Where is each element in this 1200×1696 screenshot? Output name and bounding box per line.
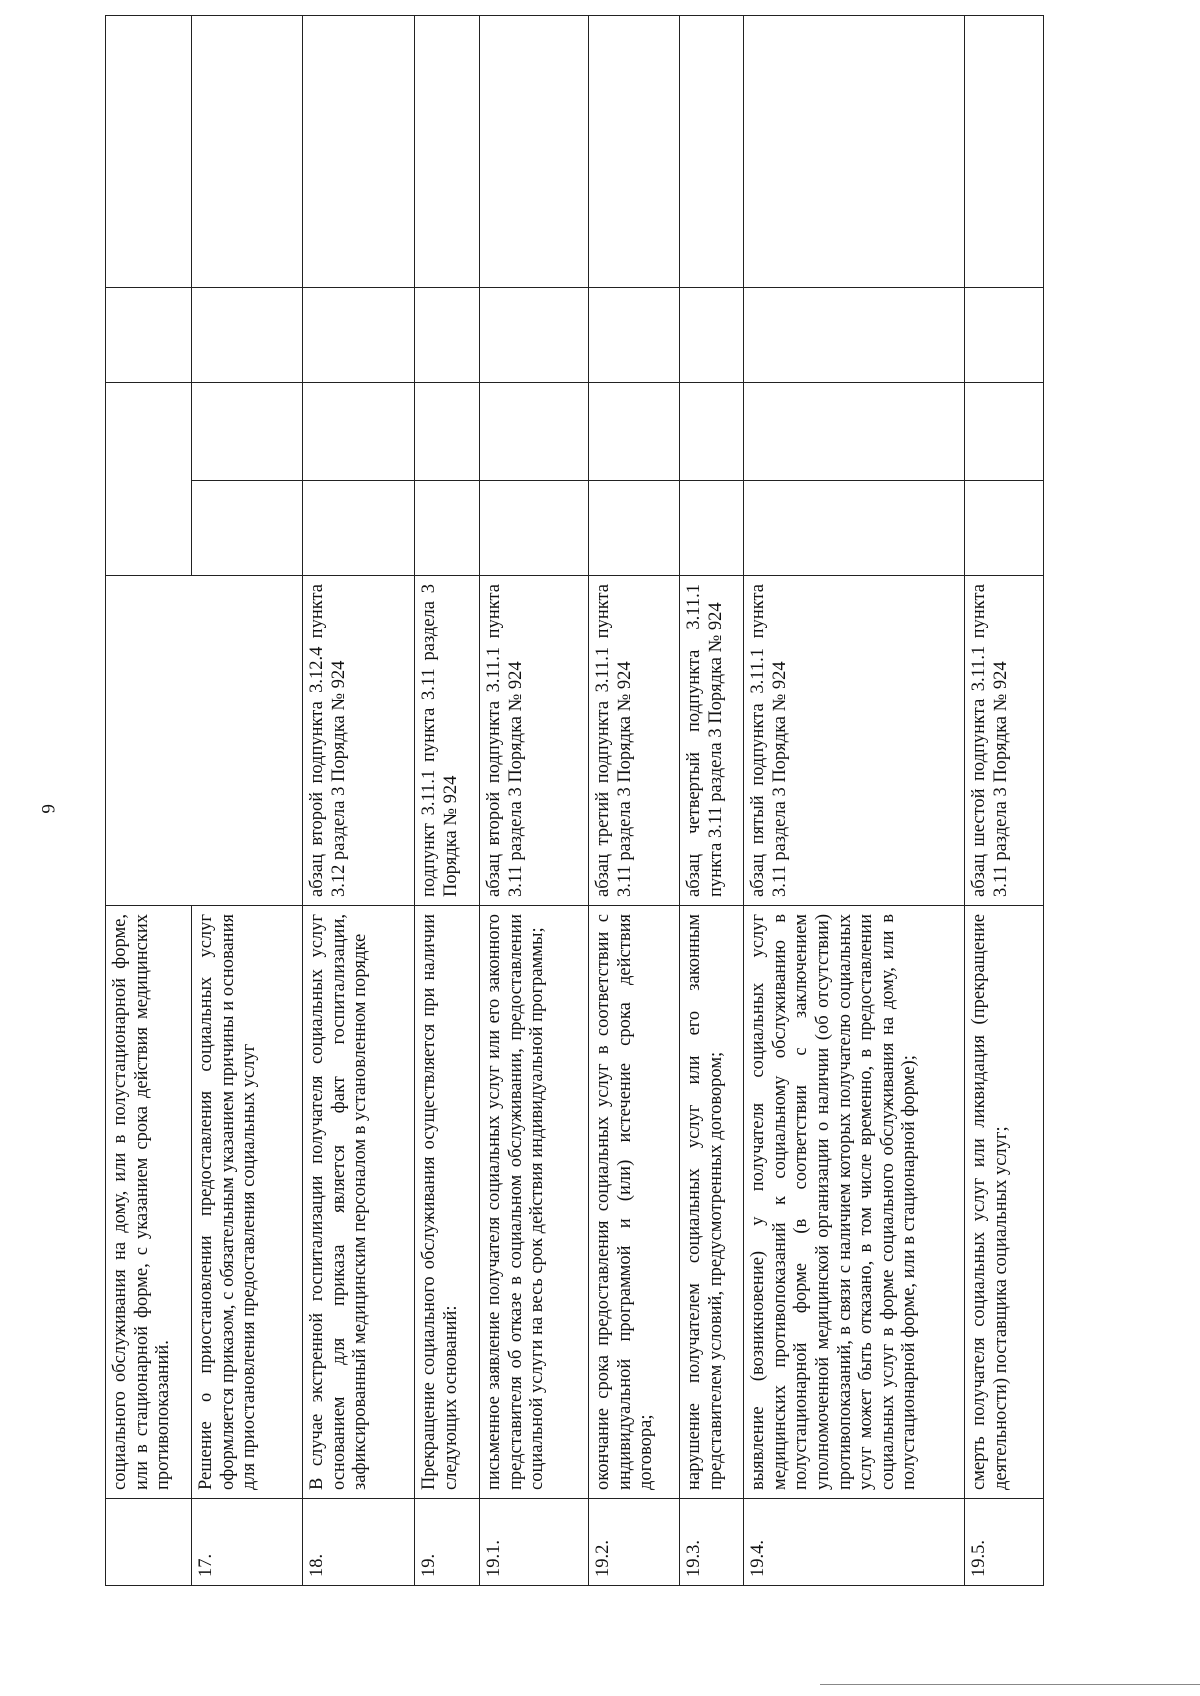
empty-cell	[415, 383, 480, 481]
empty-cell	[965, 288, 1044, 383]
row-number: 19.5.	[965, 1499, 1044, 1586]
row-number: 19.2.	[589, 1499, 680, 1586]
row-number: 19.3.	[680, 1499, 744, 1586]
row-number	[106, 1499, 192, 1586]
table-row	[415, 16, 480, 1586]
empty-cell	[303, 383, 415, 481]
empty-cell	[680, 288, 744, 383]
rotated-content	[105, 16, 1200, 1586]
empty-cell	[589, 16, 680, 288]
empty-cell	[106, 383, 192, 576]
empty-cell	[680, 16, 744, 288]
table-row	[106, 16, 192, 1586]
row-description: письменное заявление получателя социальных услуг или его законного представителя об отказе в социальном обслуживании, предоставлении социальной услуги на весь срок действия индивидуальной программы;	[480, 906, 589, 1499]
row-basis	[106, 576, 303, 906]
empty-cell	[415, 288, 480, 383]
table-row	[303, 16, 415, 1586]
row-number: 19.4.	[744, 1499, 965, 1586]
row-basis: абзац четвертый подпункта 3.11.1 пункта 3.11 раздела 3 Порядка № 924	[680, 576, 744, 906]
table-row	[680, 16, 744, 1586]
row-description: Решение о приостановлении предоставления социальных услуг оформляется приказом, с обязательным указанием причины и основания для приостановления предоставления социальных услуг	[192, 906, 303, 1499]
table-row	[965, 16, 1044, 1586]
regulation-table	[105, 15, 1044, 1586]
empty-cell	[192, 481, 303, 576]
row-basis: абзац шестой подпункта 3.11.1 пункта 3.11 раздела 3 Порядка № 924	[965, 576, 1044, 906]
empty-cell	[106, 16, 192, 288]
empty-cell	[680, 481, 744, 576]
empty-cell	[480, 383, 589, 481]
empty-cell	[303, 481, 415, 576]
empty-cell	[480, 16, 589, 288]
page-number: 6	[37, 804, 58, 814]
empty-cell	[106, 288, 192, 383]
empty-cell	[589, 383, 680, 481]
empty-cell	[480, 288, 589, 383]
row-basis: подпункт 3.11.1 пункта 3.11 раздела 3 Порядка № 924	[415, 576, 480, 906]
empty-cell	[303, 16, 415, 288]
empty-cell	[965, 481, 1044, 576]
empty-cell	[744, 383, 965, 481]
row-number: 19.	[415, 1499, 480, 1586]
empty-cell	[744, 16, 965, 288]
row-description: нарушение получателем социальных услуг или его законным представителем условий, предусмотренных договором;	[680, 906, 744, 1499]
row-basis: абзац пятый подпункта 3.11.1 пункта 3.11 раздела 3 Порядка № 924	[744, 576, 965, 906]
row-basis: абзац третий подпункта 3.11.1 пункта 3.11 раздела 3 Порядка № 924	[589, 576, 680, 906]
empty-cell	[192, 383, 303, 481]
table-row	[589, 16, 680, 1586]
row-description: смерть получателя социальных услуг или ликвидация (прекращение деятельности) поставщика социальных услуг;	[965, 906, 1044, 1499]
empty-cell	[744, 288, 965, 383]
row-description: выявление (возникновение) у получателя социальных услуг медицинских противопоказаний к социальному обслуживанию в полустационарной форме (в соответствии с заключением уполномоченной медицинской организации о наличии (об отсутствии) противопоказаний, в связи с наличием которых получателю социальных услуг может быть отказано, в том числе временно, в предоставлении социальных услуг в форме социального обслуживания на дому, или в полустационарной форме, или в стационарной форме);	[744, 906, 965, 1499]
empty-cell	[589, 288, 680, 383]
empty-cell	[680, 383, 744, 481]
row-description: Прекращение социального обслуживания осуществляется при наличии следующих оснований:	[415, 906, 480, 1499]
rotated-sheet	[105, 16, 1200, 1586]
scan-edge-line	[820, 1684, 1200, 1685]
table-row	[480, 16, 589, 1586]
table-row	[744, 16, 965, 1586]
empty-cell	[480, 481, 589, 576]
empty-cell	[965, 383, 1044, 481]
empty-cell	[744, 481, 965, 576]
empty-cell	[192, 16, 303, 288]
row-description: В случае экстренной госпитализации получателя социальных услуг основанием для приказа является факт госпитализации, зафиксированный медицинским персоналом в установленном порядке	[303, 906, 415, 1499]
row-number: 17.	[192, 1499, 303, 1586]
empty-cell	[192, 288, 303, 383]
empty-cell	[415, 16, 480, 288]
row-description: окончание срока предоставления социальных услуг в соответствии с индивидуальной программой и (или) истечение срока действия договора;	[589, 906, 680, 1499]
row-basis: абзац второй подпункта 3.12.4 пункта 3.12 раздела 3 Порядка № 924	[303, 576, 415, 906]
row-basis: абзац второй подпункта 3.11.1 пункта 3.11 раздела 3 Порядка № 924	[480, 576, 589, 906]
row-description: социального обслуживания на дому, или в полустационарной форме, или в стационарной форме, с указанием срока действия медицинских противопоказаний.	[106, 906, 192, 1499]
row-number: 19.1.	[480, 1499, 589, 1586]
empty-cell	[303, 288, 415, 383]
empty-cell	[415, 481, 480, 576]
empty-cell	[965, 16, 1044, 288]
row-number: 18.	[303, 1499, 415, 1586]
empty-cell	[589, 481, 680, 576]
